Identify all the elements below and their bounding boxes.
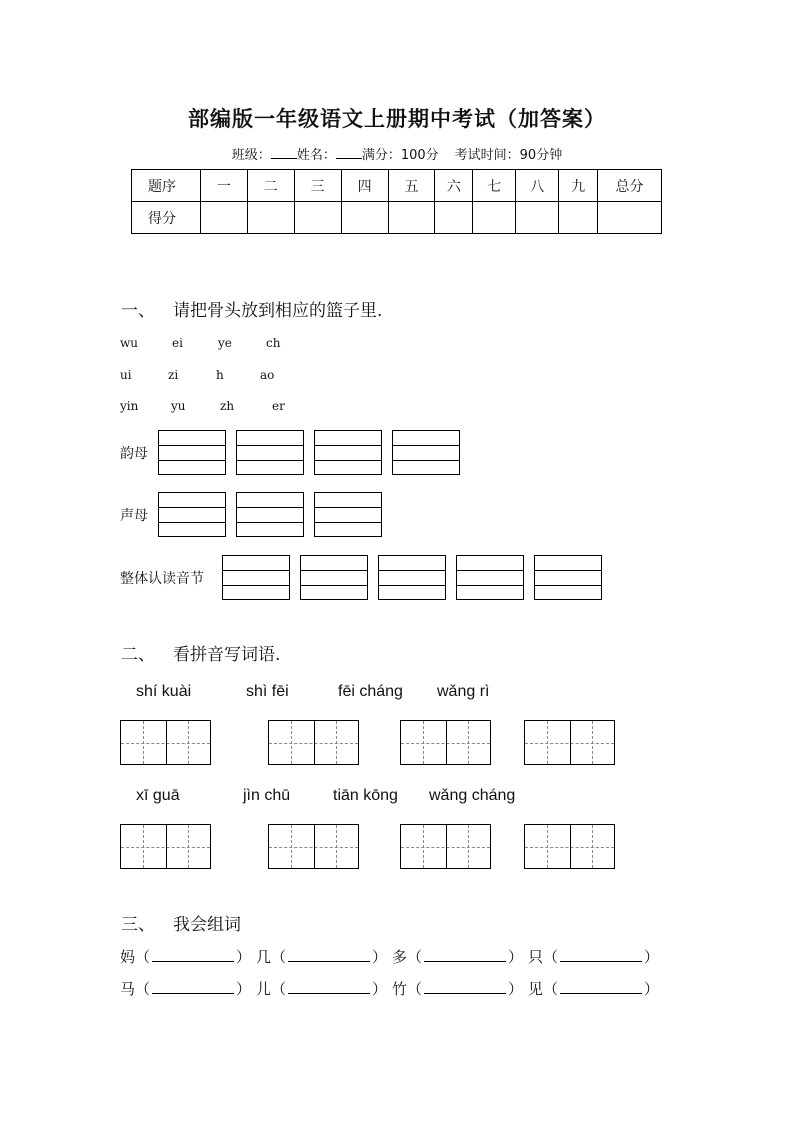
open-paren: （ <box>543 948 559 966</box>
pinyin-word: shì fēi <box>246 683 289 700</box>
name-blank[interactable] <box>336 146 362 159</box>
basket-slot[interactable] <box>236 492 304 537</box>
class-blank[interactable] <box>271 146 297 159</box>
word-char: 儿 <box>256 980 272 998</box>
section1-number: 一、 <box>121 301 155 321</box>
basket-slot[interactable] <box>300 555 368 600</box>
word-item <box>256 946 387 967</box>
pinyin-item: zi <box>168 368 179 382</box>
word-char: 妈 <box>120 948 136 966</box>
basket-slot[interactable] <box>158 492 226 537</box>
word-char: 多 <box>392 948 408 966</box>
score-cell: 七 <box>473 170 516 202</box>
word-item <box>256 978 387 999</box>
section2-title: 看拼音写词语. <box>173 645 281 665</box>
section1-title: 请把骨头放到相应的篮子里. <box>173 301 383 321</box>
basket-slot[interactable] <box>236 430 304 475</box>
score-entry[interactable] <box>435 202 473 234</box>
pinyin-item: ui <box>120 368 132 382</box>
section2-heading <box>121 640 280 665</box>
section3-title: 我会组词 <box>173 915 241 935</box>
close-paren: ） <box>508 948 524 966</box>
pinyin-item: yin <box>120 399 139 413</box>
close-paren: ） <box>644 980 660 998</box>
answer-blank[interactable] <box>424 979 506 994</box>
basket-slot[interactable] <box>534 555 602 600</box>
score-entry[interactable] <box>247 202 294 234</box>
score-entry[interactable] <box>388 202 435 234</box>
score-header-row <box>132 170 662 202</box>
pinyin-item: er <box>272 399 285 413</box>
pinyin-item: h <box>216 368 224 382</box>
answer-blank[interactable] <box>288 947 370 962</box>
section2-number: 二、 <box>121 645 155 665</box>
writing-grid[interactable] <box>400 720 491 765</box>
writing-grid[interactable] <box>268 720 359 765</box>
score-cell: 题序 <box>132 170 201 202</box>
answer-blank[interactable] <box>424 947 506 962</box>
writing-grid[interactable] <box>400 824 491 869</box>
pinyin-item: zh <box>220 399 235 413</box>
score-table <box>131 169 662 234</box>
pinyin-word: shí kuài <box>136 683 192 700</box>
word-char: 竹 <box>392 980 408 998</box>
section3-number: 三、 <box>121 915 155 935</box>
basket-slot[interactable] <box>392 430 460 475</box>
basket-label-yunmu: 韵母 <box>120 446 148 462</box>
score-cell: 八 <box>516 170 559 202</box>
open-paren: （ <box>135 948 151 966</box>
exam-time: 考试时间：90分钟 <box>454 148 563 163</box>
close-paren: ） <box>236 980 252 998</box>
pinyin-word: wǎng cháng <box>429 787 516 804</box>
writing-grid[interactable] <box>524 720 615 765</box>
pinyin-item: yu <box>171 399 186 413</box>
word-row-1 <box>0 946 794 966</box>
score-entry[interactable] <box>473 202 516 234</box>
pinyin-word: wǎng rì <box>437 683 490 700</box>
exam-info <box>0 144 794 163</box>
score-cell: 九 <box>559 170 598 202</box>
answer-blank[interactable] <box>152 947 234 962</box>
open-paren: （ <box>543 980 559 998</box>
class-label: 班级： <box>231 148 271 163</box>
open-paren: （ <box>271 948 287 966</box>
pinyin-item: wu <box>120 336 138 350</box>
answer-blank[interactable] <box>560 979 642 994</box>
basket-slot[interactable] <box>314 492 382 537</box>
pinyin-item: ao <box>260 368 275 382</box>
open-paren: （ <box>135 980 151 998</box>
full-marks: 满分：100分 <box>361 148 439 163</box>
close-paren: ） <box>372 948 388 966</box>
close-paren: ） <box>644 948 660 966</box>
pinyin-word: tiān kōng <box>333 787 398 804</box>
score-cell: 二 <box>247 170 294 202</box>
section1-heading <box>121 296 382 321</box>
score-cell: 三 <box>294 170 341 202</box>
word-item <box>120 978 251 999</box>
pinyin-item: ei <box>172 336 183 350</box>
score-entry[interactable] <box>598 202 662 234</box>
score-cell: 四 <box>341 170 388 202</box>
pinyin-word: fēi cháng <box>338 683 403 700</box>
pinyin-word: xī guā <box>136 787 180 804</box>
word-char: 见 <box>528 980 544 998</box>
basket-slot[interactable] <box>222 555 290 600</box>
score-cell: 一 <box>200 170 247 202</box>
pinyin-word: jìn chū <box>243 787 291 804</box>
score-entry-row <box>132 202 662 234</box>
basket-slot[interactable] <box>378 555 446 600</box>
score-cell: 六 <box>435 170 473 202</box>
pinyin-item: ch <box>266 336 281 350</box>
section3-heading <box>121 910 241 935</box>
basket-slot[interactable] <box>158 430 226 475</box>
page-title: 部编版一年级语文上册期中考试（加答案） <box>188 107 606 131</box>
score-cell: 总分 <box>598 170 662 202</box>
open-paren: （ <box>271 980 287 998</box>
word-char: 只 <box>528 948 544 966</box>
word-char: 马 <box>120 980 136 998</box>
score-entry[interactable] <box>341 202 388 234</box>
score-row-label: 得分 <box>132 202 201 234</box>
basket-slot[interactable] <box>314 430 382 475</box>
word-item <box>392 978 523 999</box>
close-paren: ） <box>508 980 524 998</box>
pinyin-item: ye <box>218 336 232 350</box>
word-item <box>120 946 251 967</box>
word-row-2 <box>0 978 794 998</box>
answer-blank[interactable] <box>288 979 370 994</box>
answer-blank[interactable] <box>152 979 234 994</box>
open-paren: （ <box>407 980 423 998</box>
writing-grid[interactable] <box>120 720 211 765</box>
basket-slot[interactable] <box>456 555 524 600</box>
writing-grid[interactable] <box>120 824 211 869</box>
word-item <box>528 978 659 999</box>
close-paren: ） <box>372 980 388 998</box>
open-paren: （ <box>407 948 423 966</box>
word-item <box>392 946 523 967</box>
score-entry[interactable] <box>516 202 559 234</box>
word-item <box>528 946 659 967</box>
writing-grid[interactable] <box>268 824 359 869</box>
score-entry[interactable] <box>294 202 341 234</box>
basket-label-zhengti: 整体认读音节 <box>120 571 204 587</box>
score-cell: 五 <box>388 170 435 202</box>
answer-blank[interactable] <box>560 947 642 962</box>
name-label: 姓名： <box>296 148 336 163</box>
word-char: 几 <box>256 948 272 966</box>
basket-label-shengmu: 声母 <box>120 508 148 524</box>
score-entry[interactable] <box>559 202 598 234</box>
writing-grid[interactable] <box>524 824 615 869</box>
close-paren: ） <box>236 948 252 966</box>
score-entry[interactable] <box>200 202 247 234</box>
